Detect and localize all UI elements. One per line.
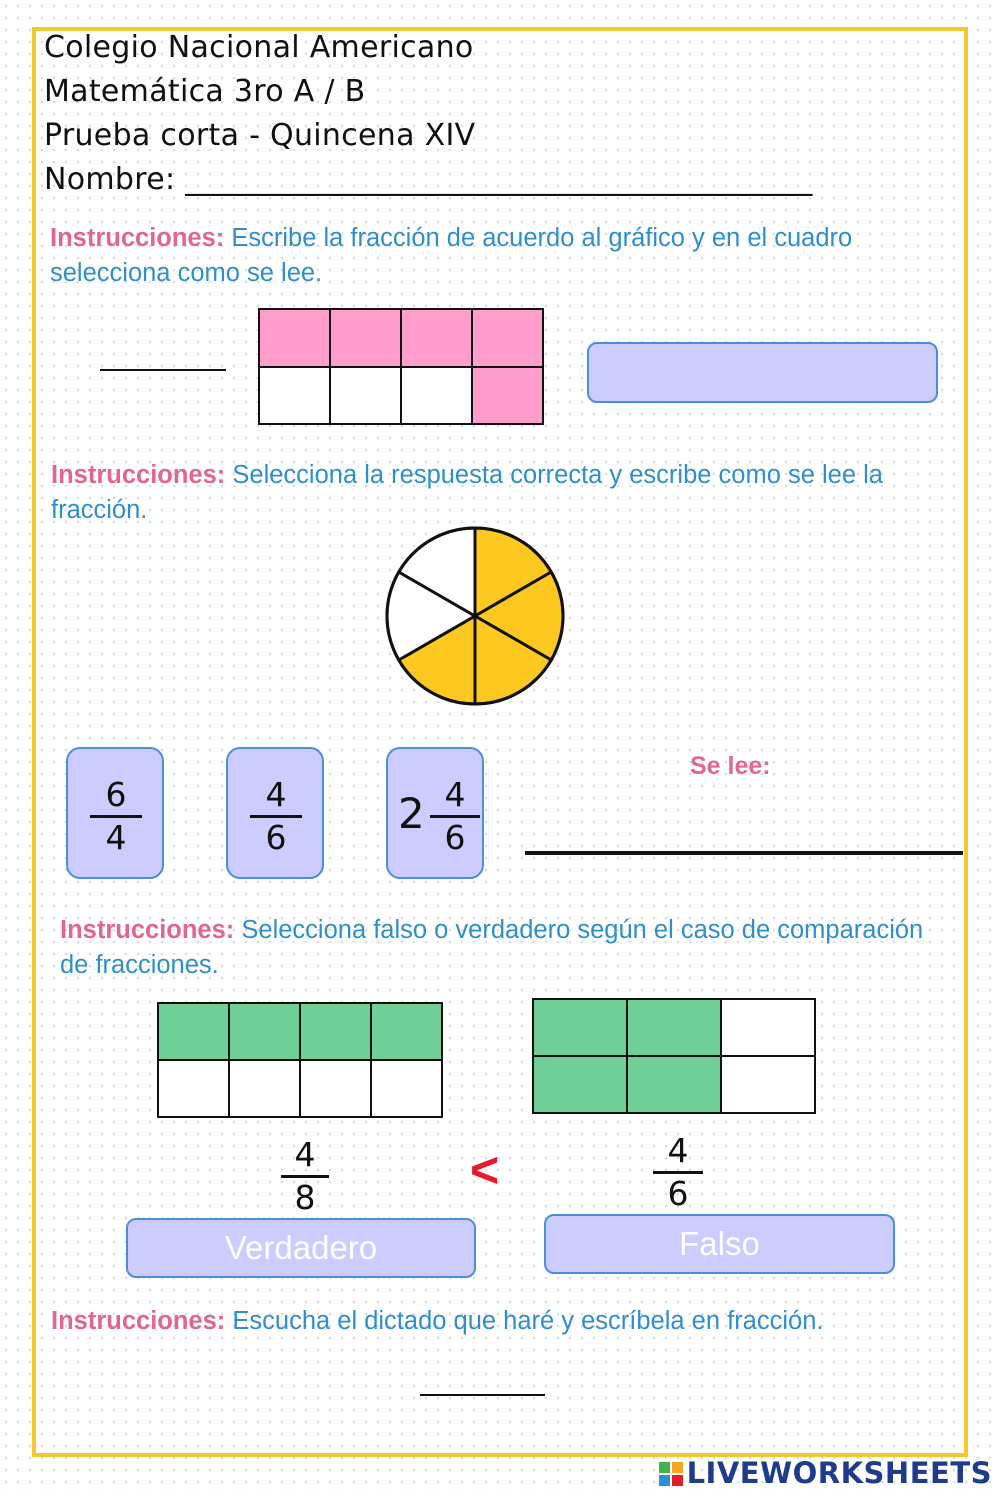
grid-cell <box>721 1056 815 1113</box>
quiz-title: Prueba corta - Quincena XIV <box>44 118 476 153</box>
grid-cell <box>158 1003 229 1060</box>
grid-cell <box>401 309 472 367</box>
instructions-text: Escucha el dictado que haré y escríbela en fracción. <box>225 1307 824 1335</box>
grid-cell <box>300 1003 371 1060</box>
brand-text: LIVEWORKSHEETS <box>686 1456 992 1490</box>
grid-cell <box>229 1003 300 1060</box>
grid-cell <box>229 1060 300 1117</box>
option-card-1[interactable] <box>66 747 164 879</box>
name-line: Nombre: _________________________________________ <box>44 162 813 197</box>
denominator: 4 <box>105 818 127 857</box>
numerator: 4 <box>444 775 466 814</box>
denominator: 6 <box>444 818 466 857</box>
grid-cell <box>533 1056 627 1113</box>
grid-cell <box>158 1060 229 1117</box>
numerator: 4 <box>294 1135 316 1174</box>
instructions-label: Instrucciones: <box>60 916 235 944</box>
false-button[interactable] <box>544 1214 895 1274</box>
denominator: 6 <box>265 818 287 857</box>
option-card-3[interactable] <box>386 747 484 879</box>
dictation-answer-blank[interactable] <box>420 1394 545 1396</box>
instructions-2 <box>51 458 951 528</box>
instructions-label: Instrucciones: <box>51 1307 226 1335</box>
instructions-text: Escribe la fracción de acuerdo al gráfico y en el cuadro selecciona como se lee. <box>50 224 853 287</box>
grid-cell <box>330 367 401 424</box>
grid-cell <box>721 999 815 1056</box>
fraction-grid-right <box>532 998 816 1114</box>
fraction-grid-left <box>157 1002 443 1118</box>
subject-line: Matemática 3ro A / B <box>44 74 366 109</box>
denominator: 8 <box>294 1178 316 1217</box>
instructions-label: Instrucciones: <box>51 461 226 489</box>
instructions-text: Selecciona la respuesta correcta y escribe como se lee la fracción. <box>51 461 883 524</box>
numerator: 4 <box>667 1131 689 1170</box>
grid-cell <box>627 1056 721 1113</box>
liveworksheets-brand <box>659 1456 992 1490</box>
grid-cell <box>259 367 330 424</box>
numerator: 6 <box>105 775 127 814</box>
answer-blank-1[interactable] <box>100 369 226 371</box>
fraction-pie-chart <box>383 524 567 708</box>
grid-cell <box>472 367 543 424</box>
fraction-option-3 <box>430 777 480 856</box>
instructions-4 <box>51 1304 931 1339</box>
comparison-symbol: < <box>470 1142 500 1198</box>
grid-cell <box>627 999 721 1056</box>
reads-label: Se lee: <box>690 752 771 780</box>
grid-cell <box>472 309 543 367</box>
fraction-option-1 <box>90 777 142 856</box>
numerator: 4 <box>265 775 287 814</box>
grid-cell <box>300 1060 371 1117</box>
right-fraction <box>653 1133 703 1212</box>
option-card-2[interactable] <box>226 747 324 879</box>
instructions-1 <box>50 221 940 291</box>
grid-cell <box>371 1060 442 1117</box>
true-button-label: Verdadero <box>224 1229 378 1266</box>
reads-answer-line[interactable] <box>525 851 963 855</box>
school-name: Colegio Nacional Americano <box>44 30 474 65</box>
grid-cell <box>259 309 330 367</box>
left-fraction <box>281 1137 329 1216</box>
grid-cell <box>401 367 472 424</box>
instructions-3 <box>60 913 950 983</box>
fraction-option-2 <box>250 777 302 856</box>
whole-number: 2 <box>398 789 425 838</box>
false-button-label: Falso <box>679 1225 760 1262</box>
grid-cell <box>330 309 401 367</box>
true-button[interactable] <box>126 1218 476 1278</box>
denominator: 6 <box>667 1174 689 1213</box>
grid-cell <box>371 1003 442 1060</box>
liveworksheets-logo-icon <box>659 1462 683 1486</box>
instructions-text: Selecciona falso o verdadero según el caso de comparación de fracciones. <box>60 916 924 979</box>
read-as-select-box[interactable] <box>587 342 938 403</box>
instructions-label: Instrucciones: <box>50 224 225 252</box>
grid-cell <box>533 999 627 1056</box>
fraction-grid-pink <box>258 308 544 425</box>
